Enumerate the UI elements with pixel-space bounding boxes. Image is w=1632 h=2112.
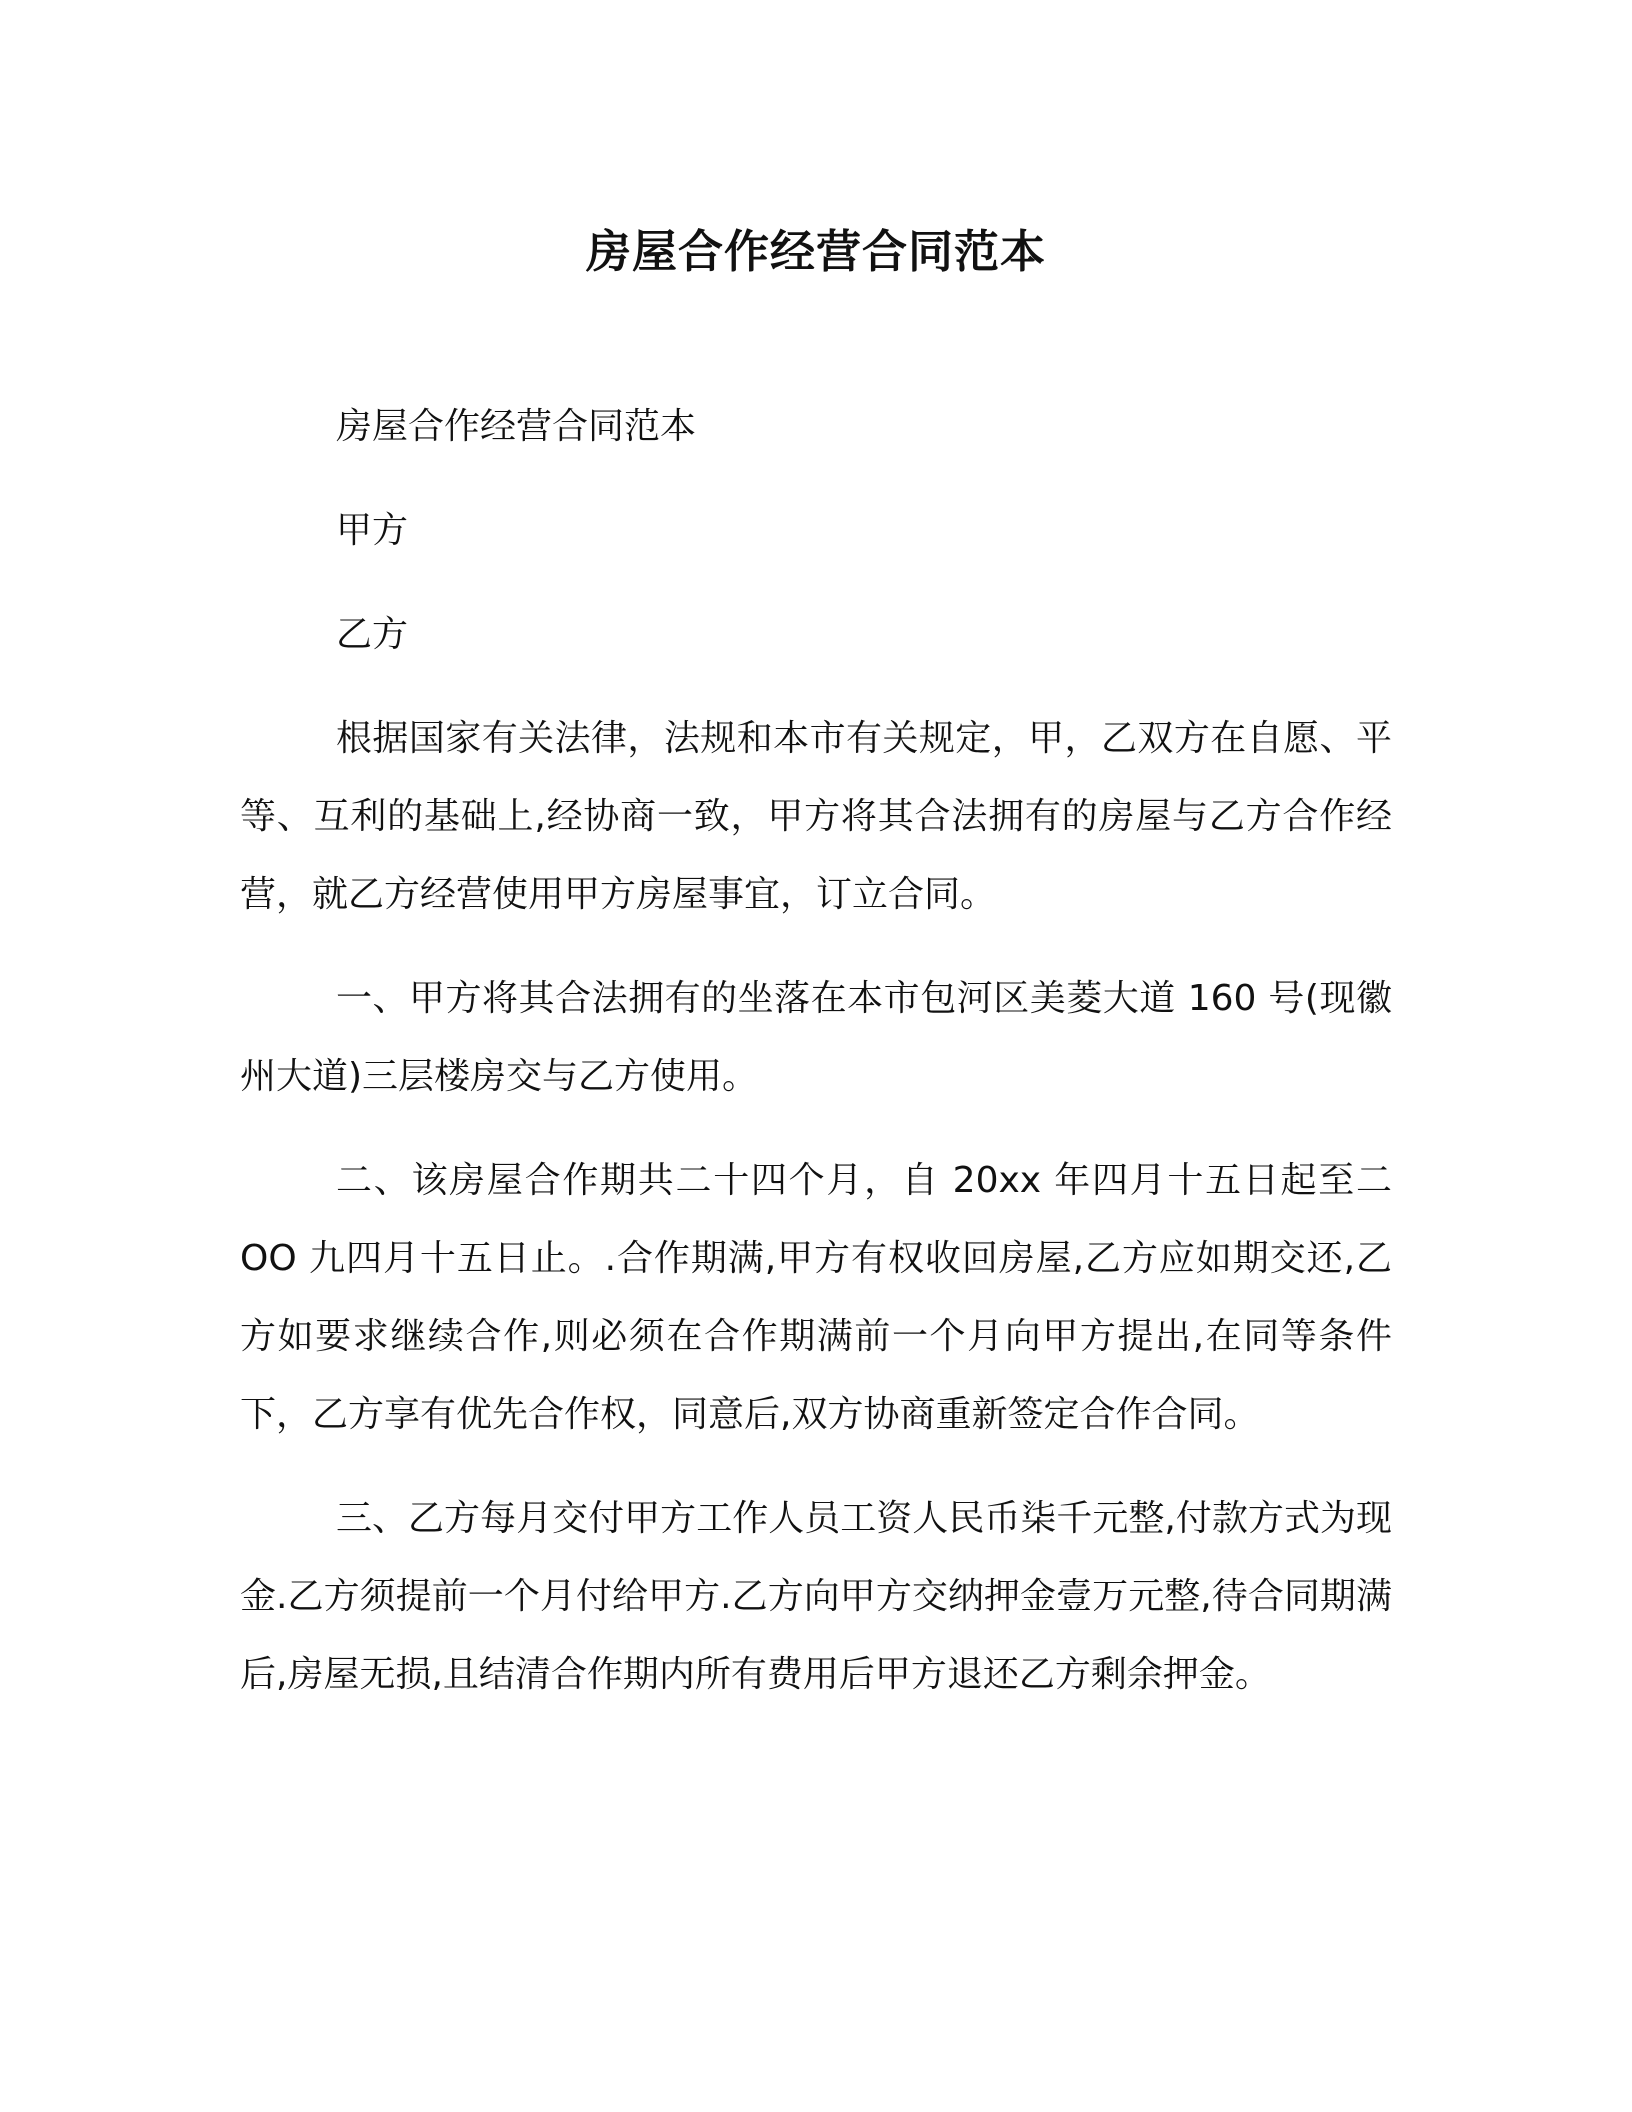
preamble-paragraph: 根据国家有关法律，法规和本市有关规定，甲，乙双方在自愿、平等、互利的基础上,经协商一致，甲方将其合法拥有的房屋与乙方合作经营，就乙方经营使用甲方房屋事宜，订立合同。 [240,718,1392,915]
party-b-label: 乙方 [336,614,409,655]
clause-2-paragraph: 二、该房屋合作期共二十四个月，自 20xx 年四月十五日起至二OO 九四月十五日止。.合作期满,甲方有权收回房屋,乙方应如期交还,乙方如要求继续合作,则必须在合作期满前一个月向甲方提出,在同等条件下，乙方享有优先合作权，同意后,双方协商重新签定合作合同。 [240,1160,1392,1435]
clause-3-paragraph: 三、乙方每月交付甲方工作人员工资人民币柒千元整,付款方式为现金.乙方须提前一个月付给甲方.乙方向甲方交纳押金壹万元整,待合同期满后,房屋无损,且结清合作期内所有费用后甲方退还乙方剩余押金。 [240,1498,1392,1695]
clause-1-paragraph: 一、甲方将其合法拥有的坐落在本市包河区美菱大道 160 号(现徽州大道)三层楼房交与乙方使用。 [240,978,1392,1097]
document-body [240,388,1392,1740]
document-title: 房屋合作经营合同范本 [585,225,1046,278]
document-subtitle: 房屋合作经营合同范本 [336,406,697,447]
party-a-label: 甲方 [336,510,409,551]
